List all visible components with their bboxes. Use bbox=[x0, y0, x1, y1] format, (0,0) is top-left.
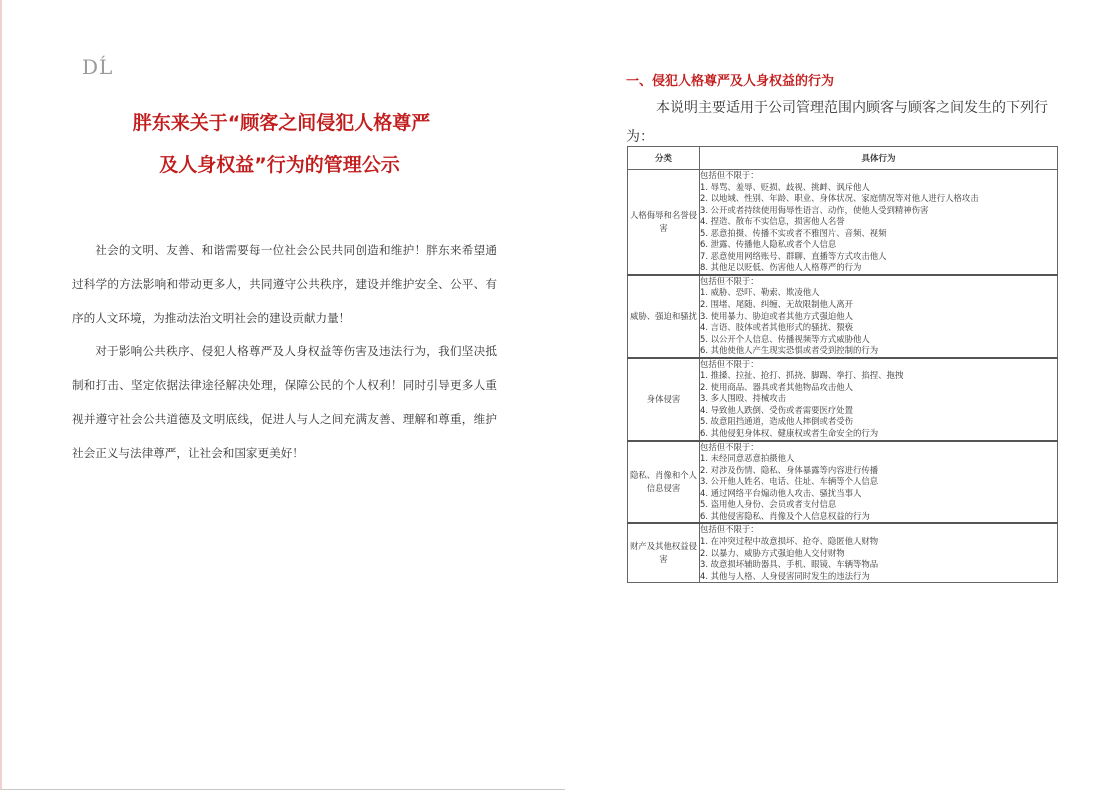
list-item: 7. 恶意使用网络账号、群聊、直播等方式攻击他人 bbox=[700, 250, 887, 261]
table-row bbox=[628, 170, 1058, 275]
list-item: 6. 其他侵害隐私、肖像及个人信息权益的行为 bbox=[700, 510, 870, 521]
list-item: 5. 恶意拍摄、传播不实或者不雅图片、音频、视频 bbox=[700, 227, 887, 238]
list-item: 包括但不限于： bbox=[700, 275, 759, 286]
list-item: 1. 在冲突过程中故意损坏、抢夺、隐匿他人财物 bbox=[700, 535, 879, 546]
table-row bbox=[628, 358, 1058, 441]
list-item: 包括但不限于： bbox=[700, 170, 759, 180]
list-item: 3. 多人围殴、持械攻击 bbox=[700, 393, 787, 404]
list-item: 3. 故意损坏辅助器具、手机、眼镜、车辆等物品 bbox=[700, 559, 879, 570]
list-item: 4. 言语、肢体或者其他形式的骚扰、猥亵 bbox=[700, 322, 854, 333]
list-item: 2. 使用商品、器具或者其他物品攻击他人 bbox=[700, 381, 854, 392]
list-item: 4. 导致他人跌倒、受伤或者需要医疗处置 bbox=[700, 404, 854, 415]
list-item: 2. 对涉及伤情、隐私、身体暴露等内容进行传播 bbox=[700, 464, 879, 475]
notice-body bbox=[72, 234, 497, 471]
list-item: 2. 以地域、性别、年龄、职业、身体状况、家庭情况等对他人进行人格攻击 bbox=[700, 193, 979, 204]
brand-logo: DĹ bbox=[82, 55, 114, 79]
list-item: 4. 其他与人格、人身侵害同时发生的违法行为 bbox=[700, 570, 870, 581]
behavior-list bbox=[700, 275, 1058, 358]
right-page bbox=[600, 0, 1119, 792]
list-item: 6. 其他侵犯身体权、健康权或者生命安全的行为 bbox=[700, 428, 879, 439]
list-item: 3. 公开他人姓名、电话、住址、车辆等个人信息 bbox=[700, 476, 879, 487]
table-header-row bbox=[628, 147, 1058, 170]
notice-title-line2: 及人身权益”行为的管理公示 bbox=[159, 154, 400, 176]
paragraph-2: 对于影响公共秩序、侵犯人格尊严及人身权益等伤害及违法行为，我们坚决抵制和打击、坚定依据法律途径解决处理，保障公民的个人权利！同时引导更多人重视并遵守社会公共道德及文明底线，促进人与人之间充满友善、理解和尊重，维护社会正义与法律尊严，让社会和国家更美好！ bbox=[72, 344, 497, 460]
list-item: 3. 使用暴力、胁迫或者其他方式强迫他人 bbox=[700, 310, 854, 321]
behavior-list bbox=[700, 523, 1058, 582]
behavior-table bbox=[627, 146, 1058, 583]
list-item: 5. 以公开个人信息、传播视频等方式威胁他人 bbox=[700, 333, 870, 344]
list-item: 2. 以暴力、威胁方式强迫他人交付财物 bbox=[700, 547, 845, 558]
behavior-list bbox=[700, 358, 1058, 441]
list-item: 包括但不限于： bbox=[700, 358, 759, 369]
column-header-behaviors: 具体行为 bbox=[700, 147, 1058, 170]
column-header-category: 分类 bbox=[628, 147, 700, 170]
paragraph-1: 社会的文明、友善、和谐需要每一位社会公民共同创造和维护！胖东来希望通过科学的方法影响和带动更多人，共同遵守公共秩序，建设并维护安全、公平、有序的人文环境，为推动法治文明社会的建设贡献力量！ bbox=[72, 243, 497, 325]
list-item: 4. 通过网络平台煽动他人攻击、骚扰当事人 bbox=[700, 487, 862, 498]
table-row bbox=[628, 441, 1058, 524]
table-row bbox=[628, 275, 1058, 358]
category-cell: 威胁、强迫和骚扰 bbox=[628, 275, 700, 358]
list-item: 3. 公开或者持续使用侮辱性语言、动作，使他人受到精神伤害 bbox=[700, 204, 929, 215]
table-row bbox=[628, 523, 1058, 582]
behavior-list bbox=[700, 441, 1058, 524]
list-item: 5. 故意阻挡通道，造成他人摔倒或者受伤 bbox=[700, 416, 854, 427]
list-item: 1. 威胁、恐吓、勒索、欺凌他人 bbox=[700, 287, 820, 298]
category-cell: 财产及其他权益侵害 bbox=[628, 523, 700, 582]
list-item: 8. 其他足以贬低、伤害他人人格尊严的行为 bbox=[700, 262, 862, 273]
list-item: 包括但不限于： bbox=[700, 441, 759, 452]
list-item: 1. 推搡、拉扯、抢打、抓挠、脚踢、拳打、掐捏、拖拽 bbox=[700, 370, 904, 381]
list-item: 6. 其他使他人产生现实恐惧或者受到控制的行为 bbox=[700, 345, 879, 356]
intro-text-content: 本说明主要适用于公司管理范围内顾客与顾客之间发生的下列行为： bbox=[626, 100, 1048, 145]
list-item: 6. 泄露、传播他人隐私或者个人信息 bbox=[700, 239, 837, 250]
list-item: 5. 盗用他人身份、会员或者支付信息 bbox=[700, 499, 837, 510]
list-item: 2. 围堵、尾随、纠缠、无故限制他人离开 bbox=[700, 299, 854, 310]
behavior-list bbox=[700, 170, 1058, 275]
intro-text bbox=[626, 94, 1056, 152]
list-item: 包括但不限于： bbox=[700, 524, 759, 535]
section-heading: 一、侵犯人格尊严及人身权益的行为 bbox=[626, 74, 835, 89]
category-cell: 隐私、肖像和个人信息侵害 bbox=[628, 441, 700, 524]
list-item: 1. 未经同意恶意拍摄他人 bbox=[700, 453, 795, 464]
list-item: 1. 辱骂、羞辱、贬损、歧视、挑衅、讽斥他人 bbox=[700, 181, 870, 192]
list-item: 4. 捏造、散布不实信息，损害他人名誉 bbox=[700, 216, 845, 227]
category-cell: 身体侵害 bbox=[628, 358, 700, 441]
notice-title-line1: 胖东来关于“顾客之间侵犯人格尊严 bbox=[132, 112, 431, 134]
category-cell: 人格侮辱和名誉侵害 bbox=[628, 170, 700, 275]
